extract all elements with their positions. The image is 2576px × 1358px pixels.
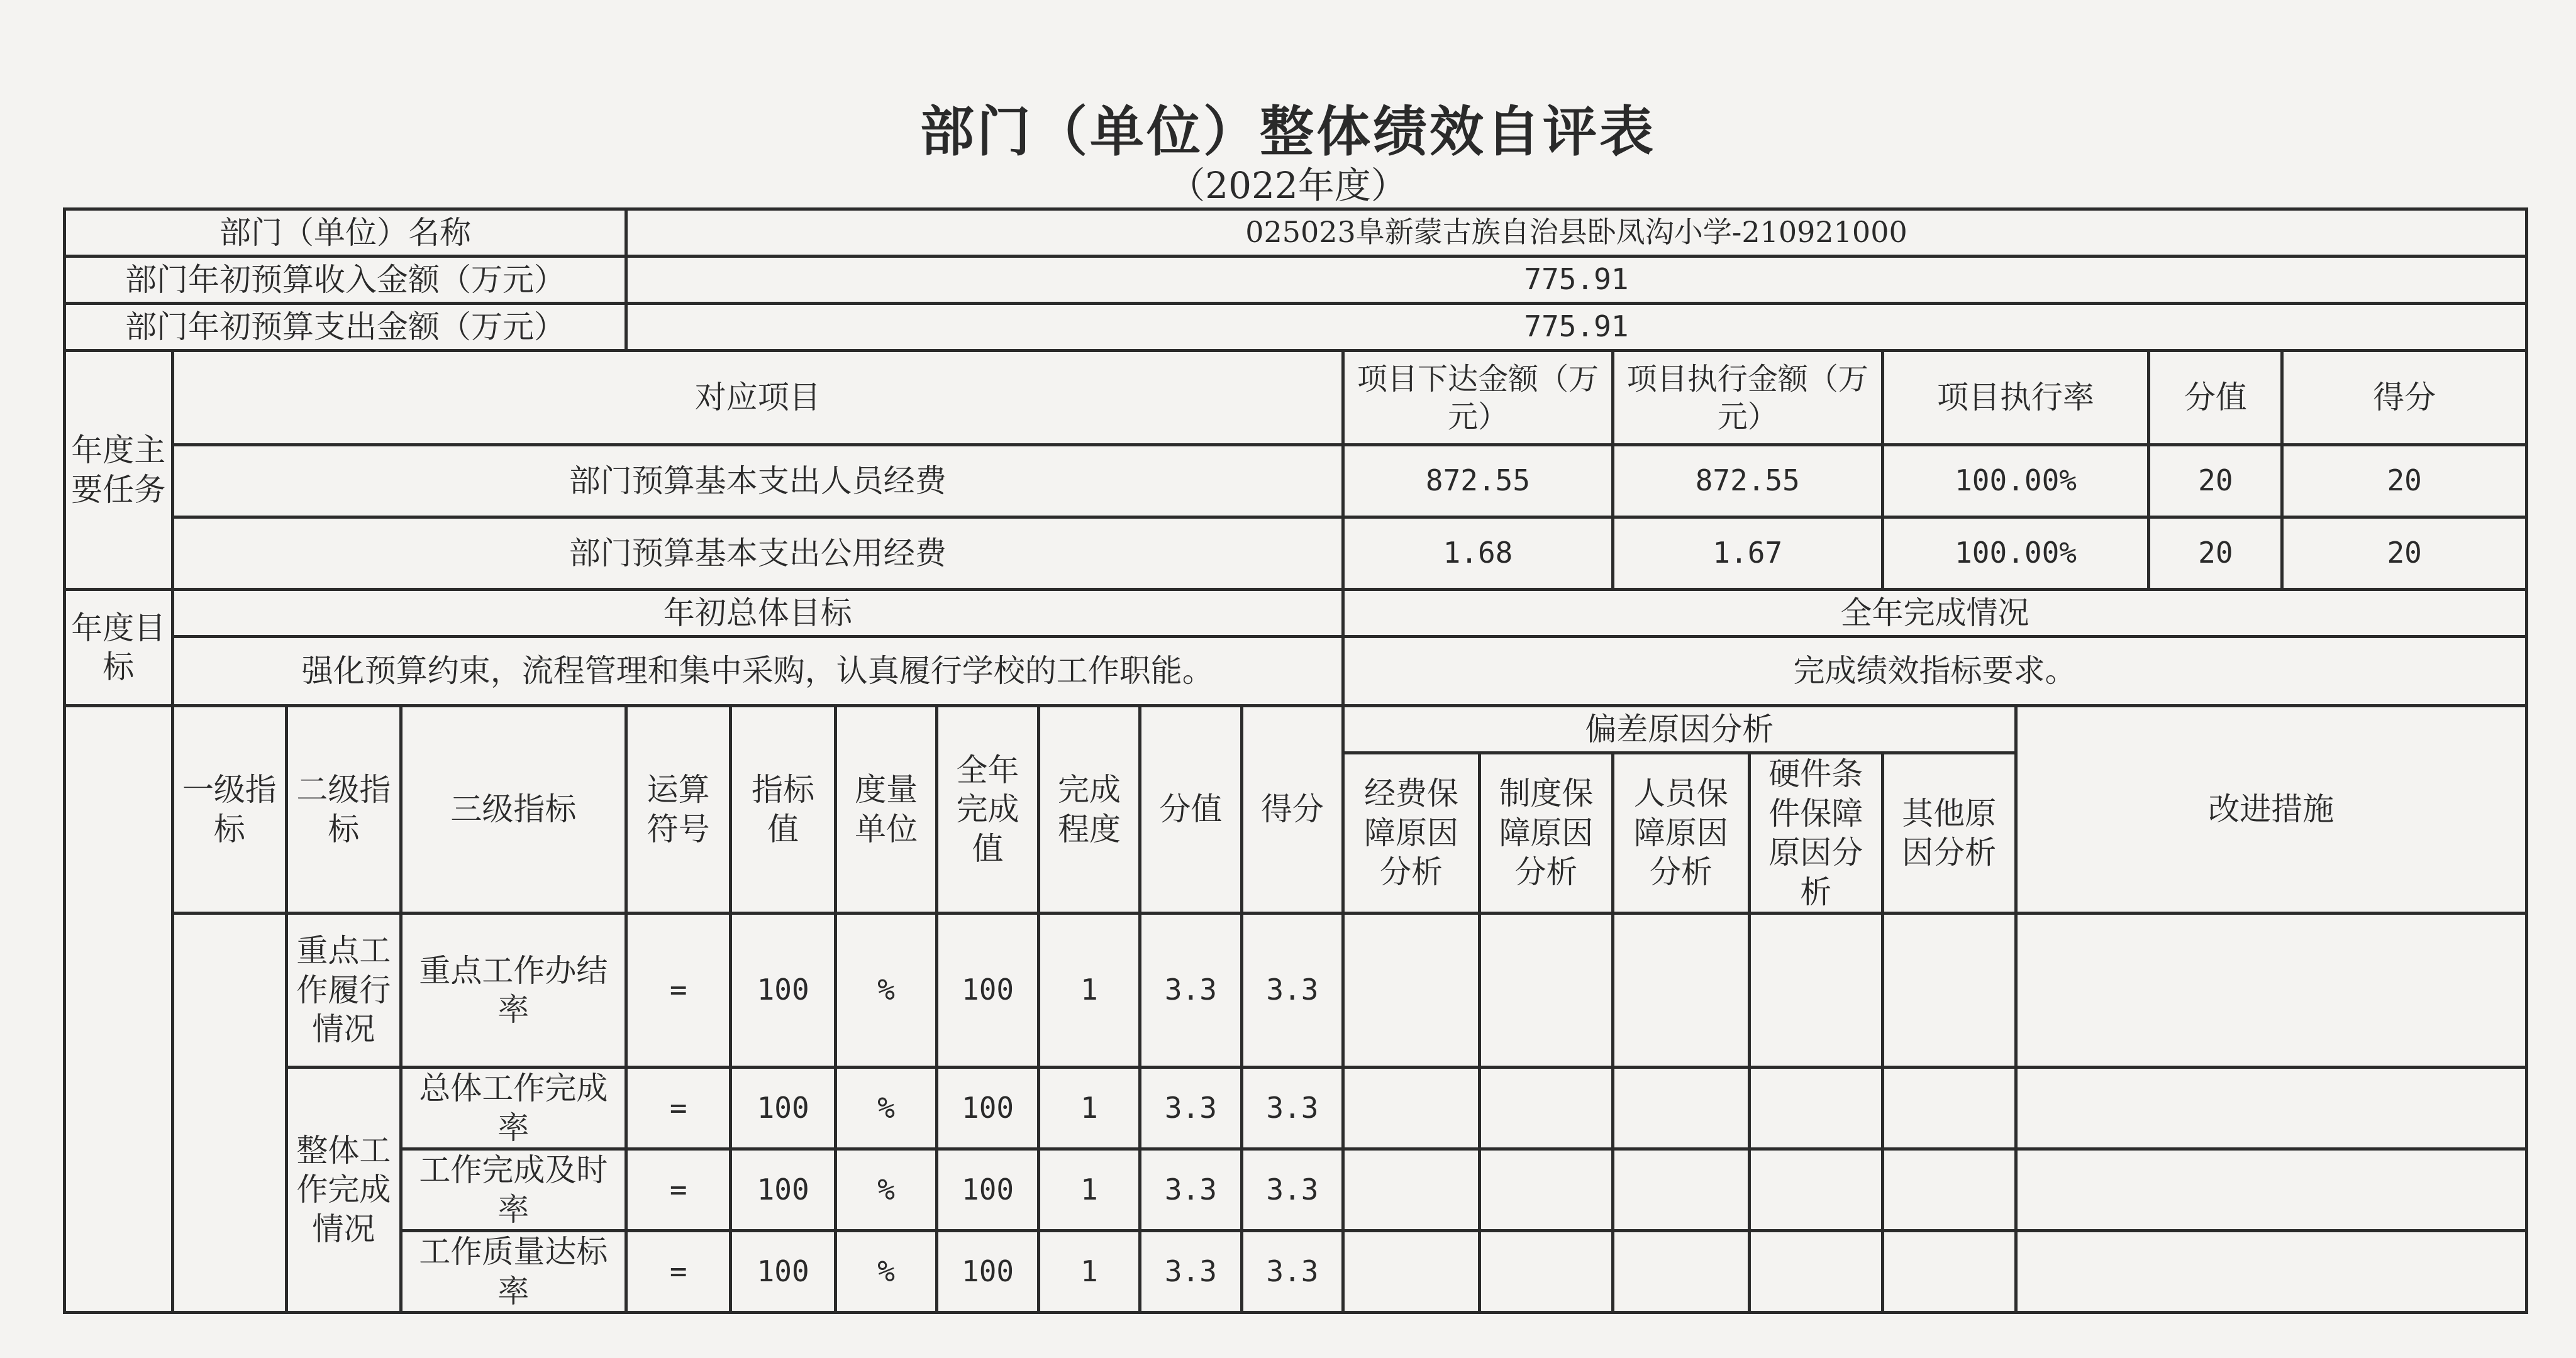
task-score: 20 [2282, 517, 2527, 590]
ind-dev-cell [1749, 914, 1882, 1068]
goals-completion-header: 全年完成情况 [1343, 590, 2527, 637]
task-issued: 872.55 [1343, 445, 1613, 517]
indicators-left-margin [65, 706, 173, 1313]
ind-degree: 1 [1038, 1149, 1140, 1231]
ind-group-label: 重点工作履行情况 [287, 914, 401, 1068]
ind-name: 工作质量达标率 [401, 1231, 626, 1313]
ind-operator: = [626, 1231, 730, 1313]
ind-actual: 100 [937, 914, 1038, 1068]
ind-operator: = [626, 1149, 730, 1231]
ind-header-operator: 运算符号 [626, 706, 730, 914]
budget-expense-label: 部门年初预算支出金额（万元） [65, 304, 626, 351]
ind-header-dev-hardware: 硬件条件保障原因分析 [1749, 753, 1882, 914]
budget-income-value: 775.91 [626, 257, 2526, 304]
budget-income-label: 部门年初预算收入金额（万元） [65, 257, 626, 304]
ind-score-value: 3.3 [1140, 1068, 1241, 1149]
ind-score: 3.3 [1241, 1068, 1343, 1149]
ind-degree: 1 [1038, 914, 1140, 1068]
ind-header-improvement: 改进措施 [2016, 706, 2526, 914]
ind-improvement-cell [2016, 914, 2526, 1068]
self-evaluation-table [63, 207, 2528, 1314]
ind-dev-cell [1749, 1068, 1882, 1149]
ind-dev-cell [1343, 914, 1480, 1068]
ind-header-score: 得分 [1241, 706, 1343, 914]
tasks-header-issued: 项目下达金额（万元） [1343, 351, 1613, 445]
ind-unit: % [835, 1231, 936, 1313]
ind-target: 100 [731, 914, 835, 1068]
ind-dev-cell [1882, 914, 2016, 1068]
ind-name: 总体工作完成率 [401, 1068, 626, 1149]
page-subtitle: （2022年度） [1169, 164, 1407, 207]
ind-dev-cell [1613, 914, 1749, 1068]
ind-group-label: 整体工作完成情况 [287, 1068, 401, 1313]
unit-name-value: 025023阜新蒙古族自治县卧凤沟小学-210921000 [626, 209, 2526, 257]
ind-dev-cell [1613, 1231, 1749, 1313]
ind-dev-cell [1613, 1149, 1749, 1231]
tasks-header-rate: 项目执行率 [1882, 351, 2149, 445]
unit-name-label: 部门（单位）名称 [65, 209, 626, 257]
ind-improvement-cell [2016, 1231, 2526, 1313]
tasks-header-score-value: 分值 [2149, 351, 2282, 445]
ind-dev-cell [1613, 1068, 1749, 1149]
ind-header-dev-funding: 经费保障原因分析 [1343, 753, 1480, 914]
ind-dev-cell [1882, 1068, 2016, 1149]
task-rate: 100.00% [1882, 445, 2149, 517]
ind-dev-cell [1343, 1231, 1480, 1313]
ind-name: 工作完成及时率 [401, 1149, 626, 1231]
tasks-header-score: 得分 [2282, 351, 2527, 445]
task-executed: 1.67 [1613, 517, 1882, 590]
ind-dev-cell [1749, 1231, 1882, 1313]
ind-dev-cell [1882, 1149, 2016, 1231]
ind-header-level2: 二级指标 [287, 706, 401, 914]
ind-actual: 100 [937, 1149, 1038, 1231]
ind-header-actual: 全年完成值 [937, 706, 1038, 914]
ind-header-unit: 度量单位 [835, 706, 936, 914]
task-item: 部门预算基本支出公用经费 [172, 517, 1343, 590]
ind-header-level3: 三级指标 [401, 706, 626, 914]
ind-operator: = [626, 1068, 730, 1149]
goals-initial-header: 年初总体目标 [172, 590, 1343, 637]
task-item: 部门预算基本支出人员经费 [172, 445, 1343, 517]
page-title: 部门（单位）整体绩效自评表 [920, 100, 1656, 163]
ind-unit: % [835, 1068, 936, 1149]
task-score-value: 20 [2149, 445, 2282, 517]
ind-header-score-value: 分值 [1140, 706, 1241, 914]
ind-operator: = [626, 914, 730, 1068]
tasks-section-label: 年度主要任务 [65, 351, 173, 590]
ind-header-dev-other: 其他原因分析 [1882, 753, 2016, 914]
task-executed: 872.55 [1613, 445, 1882, 517]
ind-degree: 1 [1038, 1231, 1140, 1313]
ind-unit: % [835, 914, 936, 1068]
tasks-header-executed: 项目执行金额（万元） [1613, 351, 1882, 445]
goals-completion-text: 完成绩效指标要求。 [1343, 637, 2527, 706]
task-score-value: 20 [2149, 517, 2282, 590]
ind-dev-cell [1343, 1149, 1480, 1231]
ind-target: 100 [731, 1149, 835, 1231]
task-score: 20 [2282, 445, 2527, 517]
budget-expense-value: 775.91 [626, 304, 2526, 351]
ind-improvement-cell [2016, 1149, 2526, 1231]
ind-degree: 1 [1038, 1068, 1140, 1149]
ind-score-value: 3.3 [1140, 914, 1241, 1068]
ind-dev-cell [1480, 1231, 1613, 1313]
ind-actual: 100 [937, 1068, 1038, 1149]
ind-header-level1: 一级指标 [172, 706, 287, 914]
ind-improvement-cell [2016, 1068, 2526, 1149]
task-rate: 100.00% [1882, 517, 2149, 590]
goals-initial-text: 强化预算约束，流程管理和集中采购，认真履行学校的工作职能。 [172, 637, 1343, 706]
ind-header-target: 指标值 [731, 706, 835, 914]
ind-header-deviation: 偏差原因分析 [1343, 706, 2016, 753]
ind-target: 100 [731, 1231, 835, 1313]
task-issued: 1.68 [1343, 517, 1613, 590]
ind-header-degree: 完成程度 [1038, 706, 1140, 914]
ind-level1-cell [172, 914, 287, 1313]
ind-dev-cell [1480, 1068, 1613, 1149]
ind-dev-cell [1480, 1149, 1613, 1231]
ind-dev-cell [1343, 1068, 1480, 1149]
ind-actual: 100 [937, 1231, 1038, 1313]
ind-score: 3.3 [1241, 914, 1343, 1068]
ind-header-dev-staff: 人员保障原因分析 [1613, 753, 1749, 914]
ind-header-dev-system: 制度保障原因分析 [1480, 753, 1613, 914]
ind-target: 100 [731, 1068, 835, 1149]
ind-unit: % [835, 1149, 936, 1231]
ind-score-value: 3.3 [1140, 1149, 1241, 1231]
ind-dev-cell [1749, 1149, 1882, 1231]
ind-score: 3.3 [1241, 1231, 1343, 1313]
ind-dev-cell [1480, 914, 1613, 1068]
ind-dev-cell [1882, 1231, 2016, 1313]
tasks-header-item: 对应项目 [172, 351, 1343, 445]
ind-name: 重点工作办结率 [401, 914, 626, 1068]
ind-score: 3.3 [1241, 1149, 1343, 1231]
goals-section-label: 年度目标 [65, 590, 173, 706]
ind-score-value: 3.3 [1140, 1231, 1241, 1313]
